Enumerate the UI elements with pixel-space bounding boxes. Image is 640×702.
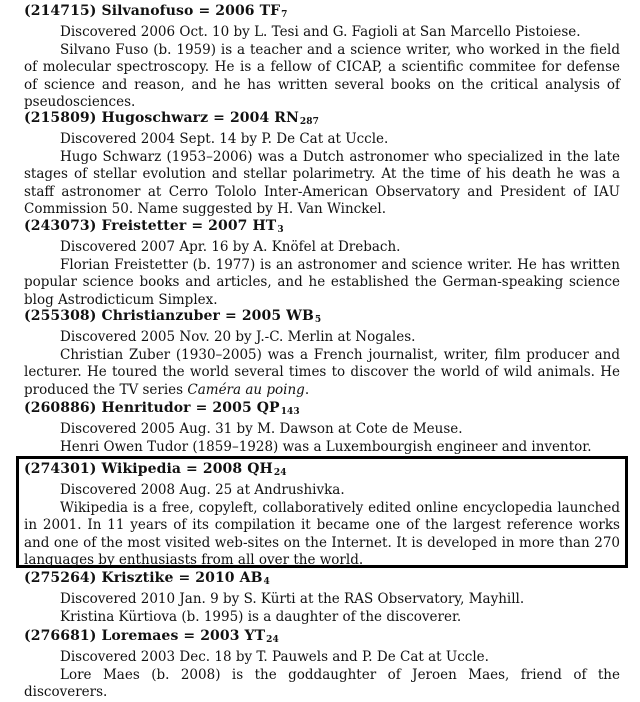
minor-planet-name: Freistetter xyxy=(101,218,187,234)
minor-planet-number: (215809) xyxy=(24,110,97,126)
minor-planet-number: (243073) xyxy=(24,218,97,234)
entry-henritudor xyxy=(24,400,620,456)
discovery-line: Discovered 2007 Apr. 16 by A. Knöfel at Drebach. xyxy=(60,239,401,256)
entry-heading: (243073) Freistetter = 2007 $HT_3$ xyxy=(24,218,284,235)
citation-text: Kristina Kürtiova (b. 1995) is a daughter of the discoverer. xyxy=(60,608,462,625)
minor-planet-number: (214715) xyxy=(24,3,97,19)
discovery-line: Discovered 2005 Nov. 20 by J.-C. Merlin at Nogales. xyxy=(60,329,416,346)
discovery-line: Discovered 2010 Jan. 9 by S. Kürti at the RAS Observatory, Mayhill. xyxy=(60,591,525,608)
entry-krisztike xyxy=(24,570,620,626)
tv-series-title: Caméra au poing xyxy=(187,381,305,398)
provisional-designation: 2005 WB xyxy=(241,308,314,324)
minor-planet-name: Hugoschwarz xyxy=(101,110,209,126)
entry-heading: (276681) Loremaes = 2003 $YT_{24}$ xyxy=(24,628,279,645)
provisional-designation: 2008 QH xyxy=(202,461,273,477)
designation-subscript: 143 xyxy=(280,407,300,417)
citation-text: Lore Maes (b. 2008) is the goddaughter of Jeroen Maes, friend of the discoverers. xyxy=(24,666,620,701)
citation-text xyxy=(24,347,620,399)
minor-planet-number: (275264) xyxy=(24,570,97,586)
minor-planet-name: Loremaes xyxy=(101,628,179,644)
entry-loremaes xyxy=(24,628,620,702)
designation-subscript: 4 xyxy=(263,577,270,587)
minor-planet-number: (255308) xyxy=(24,308,97,324)
minor-planet-number: (260886) xyxy=(24,400,97,416)
entry-hugoschwarz xyxy=(24,110,620,218)
entry-heading: (214715) Silvanofuso = 2006 $TF_7$ xyxy=(24,3,288,20)
citation-text-main: Christian Zuber (1930–2005) was a French journalist, writer, film producer and lecturer. He toured the world several times to discover the world of wild animals. He produced the TV series xyxy=(24,346,620,398)
citation-text: Florian Freistetter (b. 1977) is an astronomer and science writer. He has written popular science books and articles, and he established the German-speaking science blog Astrodicticum Simplex. xyxy=(24,256,620,308)
discovery-line: Discovered 2003 Dec. 18 by T. Pauwels and P. De Cat at Uccle. xyxy=(60,649,489,666)
designation-subscript: 3 xyxy=(277,225,284,235)
provisional-designation: 2007 HT xyxy=(208,218,277,234)
entry-wikipedia xyxy=(24,461,620,569)
citation-text: Henri Owen Tudor (1859–1928) was a Luxembourgish engineer and inventor. xyxy=(60,438,592,455)
citation-text: Wikipedia is a free, copyleft, collaboratively edited online encyclopedia launched in 2001. In 11 years of its compilation it became one of the largest reference works and one of the most visited web-sites on the Internet. It is developed in more than 270 languages by enthusiasts from all over the world. xyxy=(24,499,620,569)
entry-freistetter xyxy=(24,218,620,309)
minor-planet-name: Wikipedia xyxy=(101,461,182,477)
entry-heading: (260886) Henritudor = 2005 $QP_{143}$ xyxy=(24,400,300,417)
provisional-designation: 2005 QP xyxy=(212,400,280,416)
entry-heading: (255308) Christianzuber = 2005 $WB_5$ xyxy=(24,308,322,325)
provisional-designation: 2010 AB xyxy=(195,570,263,586)
minor-planet-number: (274301) xyxy=(24,461,97,477)
minor-planet-name: Henritudor xyxy=(101,400,191,416)
minor-planet-name: Krisztike xyxy=(101,570,174,586)
designation-subscript: 7 xyxy=(281,10,288,20)
entry-heading: (275264) Krisztike = 2010 $AB_4$ xyxy=(24,570,270,587)
designation-subscript: 5 xyxy=(314,315,322,325)
designation-subscript: 287 xyxy=(299,117,320,127)
designation-subscript: 24 xyxy=(266,635,279,645)
designation-subscript: 24 xyxy=(273,468,287,478)
citation-text: Silvano Fuso (b. 1959) is a teacher and a science writer, who worked in the field of molecular spectroscopy. He is a fellow of CICAP, a scientific commitee for defense of science and reason, and he has written several books on the critical analysis of pseudosciences. xyxy=(24,41,620,111)
minor-planet-name: Silvanofuso xyxy=(101,3,194,19)
minor-planet-number: (276681) xyxy=(24,628,97,644)
entry-heading: (274301) Wikipedia = 2008 $QH_{24}$ xyxy=(24,461,287,478)
discovery-line: Discovered 2006 Oct. 10 by L. Tesi and G. Fagioli at San Marcello Pistoiese. xyxy=(60,24,581,41)
minor-planet-name: Christianzuber xyxy=(101,308,221,324)
discovery-line: Discovered 2004 Sept. 14 by P. De Cat at Uccle. xyxy=(60,131,389,148)
entry-silvanofuso xyxy=(24,3,620,111)
provisional-designation: 2003 YT xyxy=(200,628,266,644)
entry-christianzuber xyxy=(24,308,620,399)
provisional-designation: 2006 TF xyxy=(215,3,281,19)
entry-heading: (215809) Hugoschwarz = 2004 $RN_{287}$ xyxy=(24,110,320,127)
citation-text: Hugo Schwarz (1953–2006) was a Dutch astronomer who specialized in the late stages of stellar evolution and stellar polarimetry. At the time of his death he was a staff astronomer at Cerro Tololo Inter-American Observatory and President of IAU Commission 50. Name suggested by H. Van Winckel. xyxy=(24,148,620,218)
provisional-designation: 2004 RN xyxy=(229,110,299,126)
citation-text-end: . xyxy=(304,381,310,398)
discovery-line: Discovered 2008 Aug. 25 at Andrushivka. xyxy=(60,482,345,499)
discovery-line: Discovered 2005 Aug. 31 by M. Dawson at Cote de Meuse. xyxy=(60,421,463,438)
